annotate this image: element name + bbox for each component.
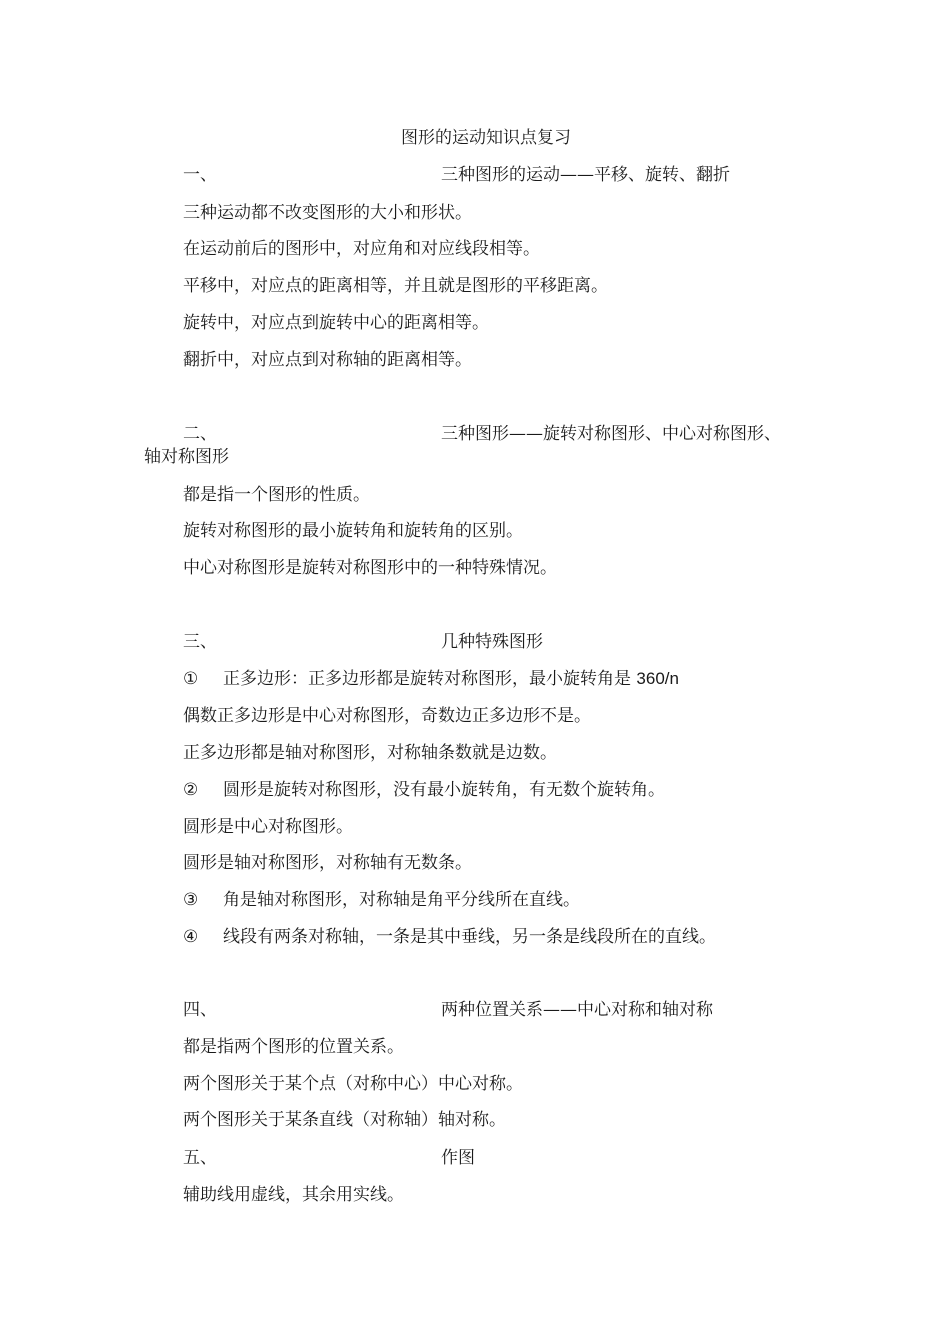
section-2-line-1: 都是指一个图形的性质。 <box>183 485 370 505</box>
section-1-heading: 三种图形的运动——平移、旋转、翻折 <box>441 165 730 185</box>
item-3-text: 角是轴对称图形，对称轴是角平分线所在直线。 <box>223 890 580 910</box>
section-2-heading: 三种图形——旋转对称图形、中心对称图形、 <box>441 424 781 444</box>
section-2-heading-continued: 轴对称图形 <box>144 447 229 467</box>
section-3-line-2: 偶数正多边形是中心对称图形，奇数边正多边形不是。 <box>183 706 591 726</box>
item-marker-1: ① <box>183 669 199 689</box>
section-3-line-5: 圆形是中心对称图形。 <box>183 817 353 837</box>
section-3-number: 三、 <box>183 632 217 652</box>
section-2-number: 二、 <box>183 424 217 444</box>
section-3-line-3: 正多边形都是轴对称图形，对称轴条数就是边数。 <box>183 743 557 763</box>
section-3-line-6: 圆形是轴对称图形，对称轴有无数条。 <box>183 853 472 873</box>
section-5-line-1: 辅助线用虚线，其余用实线。 <box>183 1185 404 1205</box>
document-title: 图形的运动知识点复习 <box>401 128 571 148</box>
item-1-text <box>223 669 679 689</box>
section-4-number: 四、 <box>183 1000 217 1020</box>
section-3-heading: 几种特殊图形 <box>441 632 543 652</box>
section-4-line-2: 两个图形关于某个点（对称中心）中心对称。 <box>183 1074 523 1094</box>
section-4-line-3: 两个图形关于某条直线（对称轴）轴对称。 <box>183 1110 506 1130</box>
section-1-number: 一、 <box>183 165 217 185</box>
section-4-heading: 两种位置关系——中心对称和轴对称 <box>441 1000 713 1020</box>
section-1-line-4: 旋转中，对应点到旋转中心的距离相等。 <box>183 313 489 333</box>
section-2-line-3: 中心对称图形是旋转对称图形中的一种特殊情况。 <box>183 558 557 578</box>
item-1-text-main: 正多边形：正多边形都是旋转对称图形，最小旋转角是 <box>223 669 637 689</box>
section-5-number: 五、 <box>183 1148 217 1168</box>
item-4-text: 线段有两条对称轴，一条是其中垂线，另一条是线段所在的直线。 <box>223 927 716 947</box>
section-1-line-5: 翻折中，对应点到对称轴的距离相等。 <box>183 350 472 370</box>
section-1-line-2: 在运动前后的图形中，对应角和对应线段相等。 <box>183 239 540 259</box>
section-1-line-1: 三种运动都不改变图形的大小和形状。 <box>183 203 472 223</box>
section-1-line-3: 平移中，对应点的距离相等，并且就是图形的平移距离。 <box>183 276 608 296</box>
section-5-heading: 作图 <box>441 1148 475 1168</box>
section-4-line-1: 都是指两个图形的位置关系。 <box>183 1037 404 1057</box>
item-marker-3: ③ <box>183 890 199 910</box>
item-marker-4: ④ <box>183 927 199 947</box>
item-marker-2: ② <box>183 780 199 800</box>
section-2-line-2: 旋转对称图形的最小旋转角和旋转角的区别。 <box>183 521 523 541</box>
item-2-text: 圆形是旋转对称图形，没有最小旋转角，有无数个旋转角。 <box>223 780 665 800</box>
item-1-formula: 360/n <box>636 669 679 688</box>
